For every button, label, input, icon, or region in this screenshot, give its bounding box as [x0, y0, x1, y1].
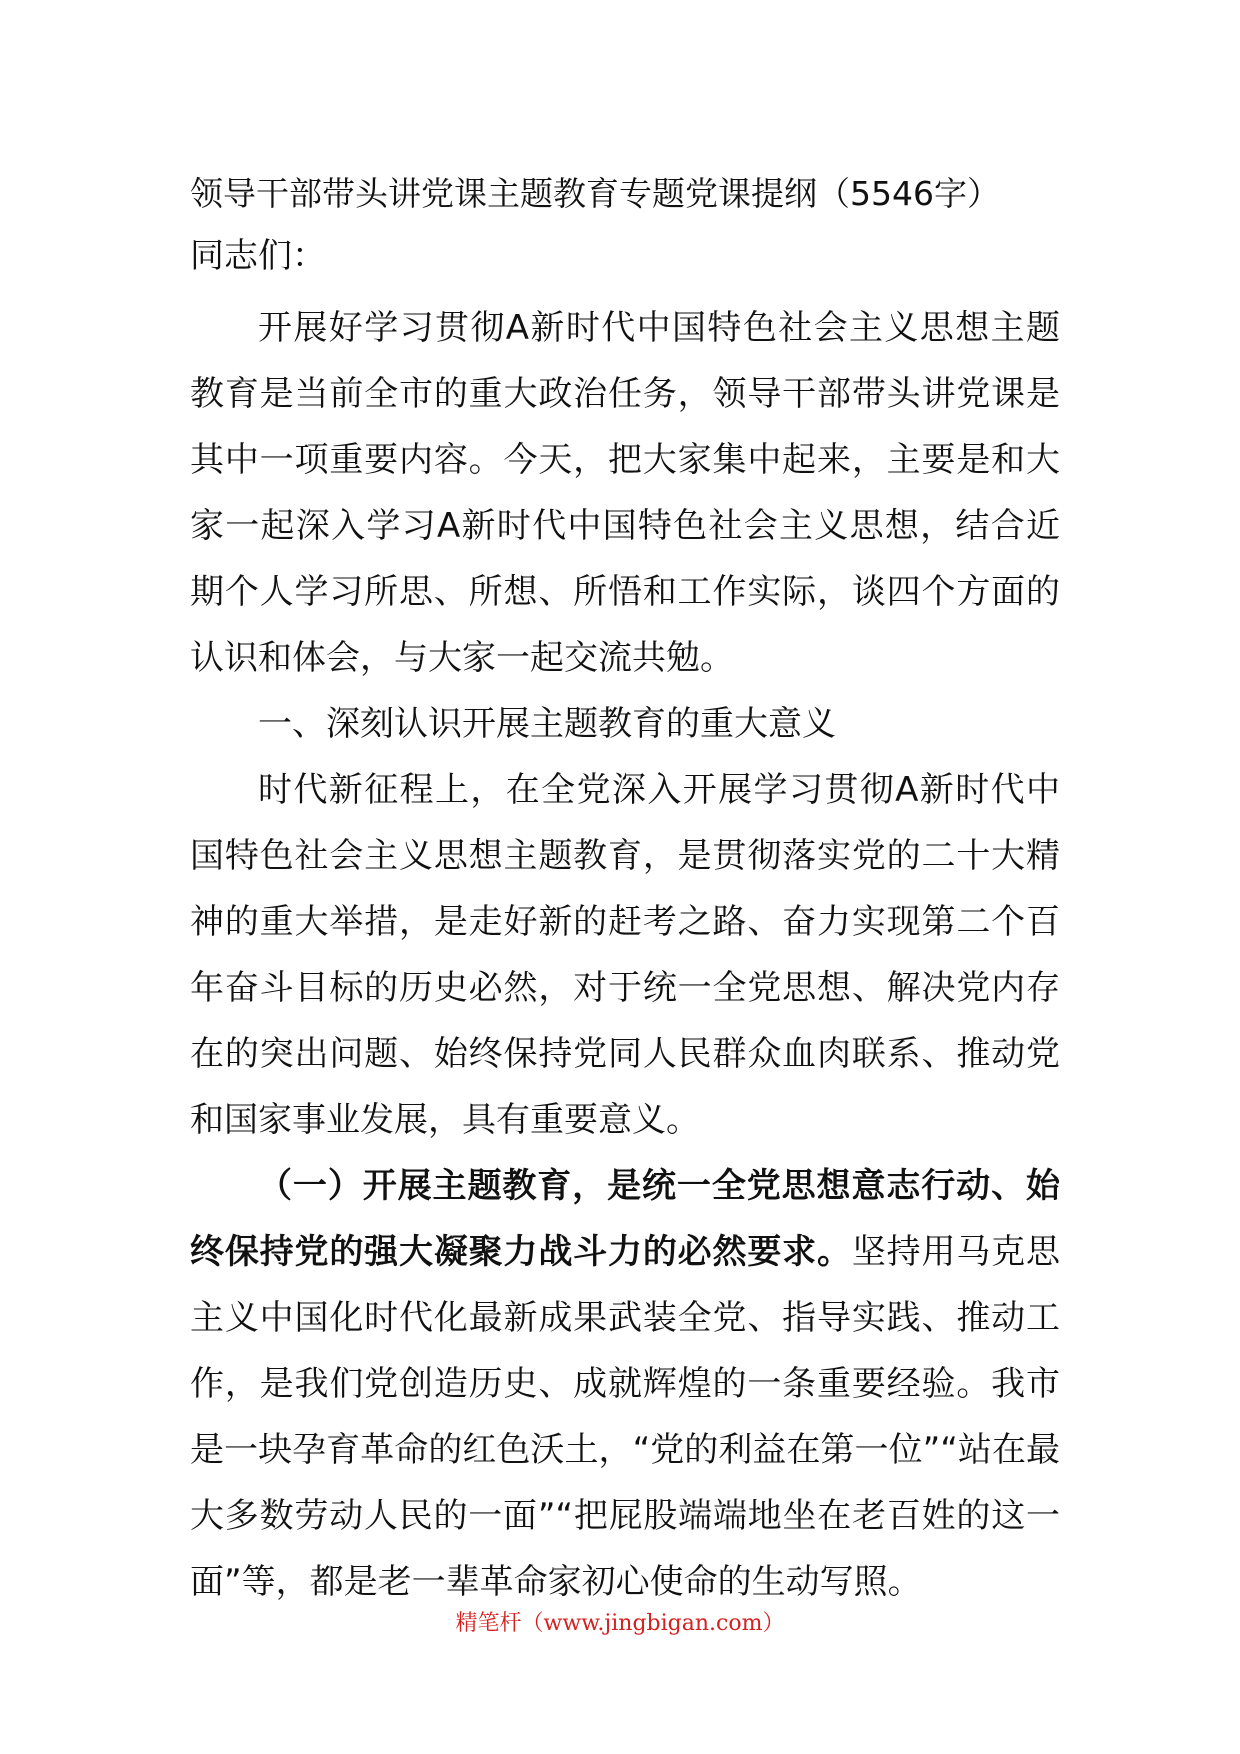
subsection-heading-1: （一）开展主题教育，是统一全党思想意志行动、始终保持党的强大凝聚力战斗力的必然要求。 [190, 1166, 1060, 1272]
document-title: 领导干部带头讲党课主题教育专题党课提纲（5546字） [190, 174, 1000, 213]
footer-watermark: 精笔杆（www.jingbigan.com） [455, 1611, 785, 1636]
salutation: 同志们： [190, 236, 326, 276]
subsection-text-1: 坚持用马克思主义中国化时代化最新成果武装全党、指导实践、推动工作，是我们党创造历史、成就辉煌的一条重要经验。我市是一块孕育革命的红色沃土，“党的利益在第一位”“站在最大多数劳动人民的一面”“把屁股端端地坐在老百姓的这一面”等，都是老一辈革命家初心使命的生动写照。 [190, 1232, 1061, 1602]
paragraph-section-1 [190, 1153, 1060, 1615]
section-heading-1: 一、深刻认识开展主题教育的重大意义 [258, 704, 836, 744]
paragraph-intro: 开展好学习贯彻A新时代中国特色社会主义思想主题教育是当前全市的重大政治任务，领导干部带头讲党课是其中一项重要内容。今天，把大家集中起来，主要是和大家一起深入学习A新时代中国特色社会主义思想，结合近期个人学习所思、所想、所悟和工作实际，谈四个方面的认识和体会，与大家一起交流共勉。 [190, 308, 1060, 678]
document-body [190, 163, 1060, 1615]
paragraph-significance: 时代新征程上，在全党深入开展学习贯彻A新时代中国特色社会主义思想主题教育，是贯彻落实党的二十大精神的重大举措，是走好新的赶考之路、奋力实现第二个百年奋斗目标的历史必然，对于统一全党思想、解决党内存在的突出问题、始终保持党同人民群众血肉联系、推动党和国家事业发展，具有重要意义。 [190, 770, 1060, 1140]
